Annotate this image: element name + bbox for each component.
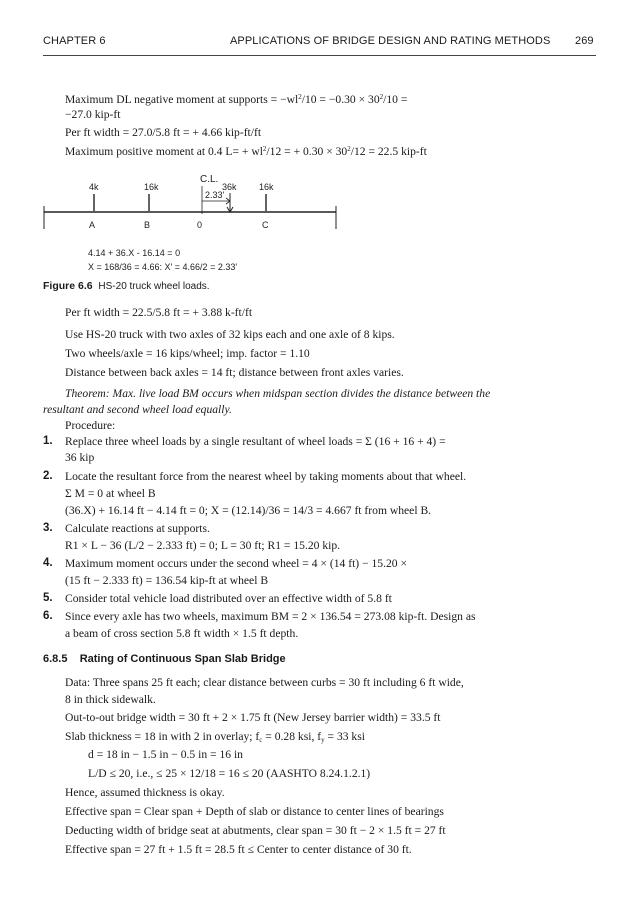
step-3-equation: R1 × L − 36 (L/2 − 2.333 ft) = 0; L = 30 ft; R1 = 15.20 kip. <box>65 539 341 552</box>
point-label-c: C <box>262 220 269 230</box>
step-4-text: Maximum moment occurs under the second wheel = 4 × (14 ft) − 15.20 × <box>65 557 408 570</box>
axle-distance: Distance between back axles = 14 ft; distance between front axles varies. <box>65 366 404 379</box>
step-4-continued: (15 ft − 2.333 ft) = 136.54 kip-ft at wheel B <box>65 574 269 587</box>
step-6-text: Since every axle has two wheels, maximum BM = 2 × 136.54 = 273.08 kip-ft. Design as <box>65 610 476 623</box>
effective-depth: d = 18 in − 1.5 in − 0.5 in = 16 in <box>88 748 243 761</box>
step-2-equation: (36.X) + 16.14 ft − 4.14 ft = 0; X = (12.14)/36 = 14/3 = 4.667 ft from wheel B. <box>65 504 432 517</box>
figure-caption: Figure 6.6 HS-20 truck wheel loads. <box>43 280 210 292</box>
truck-wheel-load-diagram <box>0 0 641 300</box>
step-1-text: Replace three wheel loads by a single resultant of wheel loads = Σ (16 + 16 + 4) = <box>65 435 446 448</box>
out-to-out-width: Out-to-out bridge width = 30 ft + 2 × 1.75 ft (New Jersey barrier width) = 33.5 ft <box>65 711 441 724</box>
step-number: 5. <box>43 592 53 604</box>
load-label-36k: 36k <box>222 182 237 192</box>
slab-thickness: Slab thickness = 18 in with 2 in overlay; $f_c = 0.28$ ksi, $f_y = 33$ ksi <box>65 730 365 744</box>
wheels-per-axle: Two wheels/axle = 16 kips/wheel; imp. factor = 1.10 <box>65 347 310 360</box>
load-label-16k-c: 16k <box>259 182 274 192</box>
step-number: 4. <box>43 557 53 569</box>
span-depth-ratio: L/D ≤ 20, i.e., ≤ 25 × 12/18 = 16 ≤ 20 (AASHTO 8.24.1.2.1) <box>88 767 371 780</box>
point-label-b: B <box>144 220 151 230</box>
load-label-4k: 4k <box>89 182 99 192</box>
effective-span-value: Effective span = 27 ft + 1.5 ft = 28.5 ft ≤ Center to center distance of 30 ft. <box>65 843 412 856</box>
dl-moment-line: Maximum DL negative moment at supports = $-wl^2/10 = -0.30 \times 30^2/10$ = <box>65 93 408 106</box>
theorem-line-2: resultant and second wheel load equally. <box>43 403 232 416</box>
thickness-check: Hence, assumed thickness is okay. <box>65 786 225 799</box>
section-data-line-1: Data: Three spans 25 ft each; clear distance between curbs = 30 ft including 6 ft wide, <box>65 676 464 689</box>
ll-per-ft-line: Per ft width = 22.5/5.8 ft = + 3.88 k-ft/ft <box>65 306 253 319</box>
step-5-text: Consider total vehicle load distributed over an effective width of 5.8 ft <box>65 592 392 605</box>
point-label-a: A <box>89 220 96 230</box>
page-number: 269 <box>575 35 594 47</box>
theorem-line-1: Theorem: Max. live load BM occurs when midspan section divides the distance between the <box>65 387 491 400</box>
running-title: APPLICATIONS OF BRIDGE DESIGN AND RATING METHODS <box>230 35 551 47</box>
step-number: 2. <box>43 470 53 482</box>
centerline-label: C.L. <box>200 174 219 185</box>
chapter-label: CHAPTER 6 <box>43 35 106 47</box>
figure-equation-2: X = 168/36 = 4.66: X' = 4.66/2 = 2.33' <box>88 262 238 272</box>
section-heading: 6.8.5 Rating of Continuous Span Slab Bridge <box>43 653 286 665</box>
step-number: 1. <box>43 435 53 447</box>
truck-description: Use HS-20 truck with two axles of 32 kips each and one axle of 8 kips. <box>65 328 395 341</box>
step-1-continued: 36 kip <box>65 451 95 464</box>
positive-moment-line: Maximum positive moment at 0.4 $L= + wl^2/12$ = + $0.30 \times 30^2/12 = 22.5$ kip-ft <box>65 145 427 158</box>
dl-per-ft-line: Per ft width = 27.0/5.8 ft = + 4.66 kip-ft/ft <box>65 126 262 139</box>
section-data-line-2: 8 in thick sidewalk. <box>65 693 156 706</box>
step-6-continued: a beam of cross section 5.8 ft width × 1.5 ft depth. <box>65 627 299 640</box>
step-2-text: Locate the resultant force from the nearest wheel by taking moments about that wheel. <box>65 470 467 483</box>
step-number: 6. <box>43 610 53 622</box>
point-label-0: 0 <box>197 220 203 230</box>
figure-equation-1: 4.14 + 36.X - 16.14 = 0 <box>88 248 181 258</box>
procedure-heading: Procedure: <box>65 419 116 432</box>
effective-span-definition: Effective span = Clear span + Depth of slab or distance to center lines of bearings <box>65 805 444 818</box>
step-3-text: Calculate reactions at supports. <box>65 522 210 535</box>
clear-span: Deducting width of bridge seat at abutments, clear span = 30 ft − 2 × 1.5 ft = 27 ft <box>65 824 446 837</box>
step-number: 3. <box>43 522 53 534</box>
dimension-label: 2.33' <box>205 190 225 200</box>
load-label-16k-b: 16k <box>144 182 159 192</box>
dl-moment-value: −27.0 kip-ft <box>65 108 121 121</box>
step-2-sum: Σ M = 0 at wheel B <box>65 487 156 500</box>
